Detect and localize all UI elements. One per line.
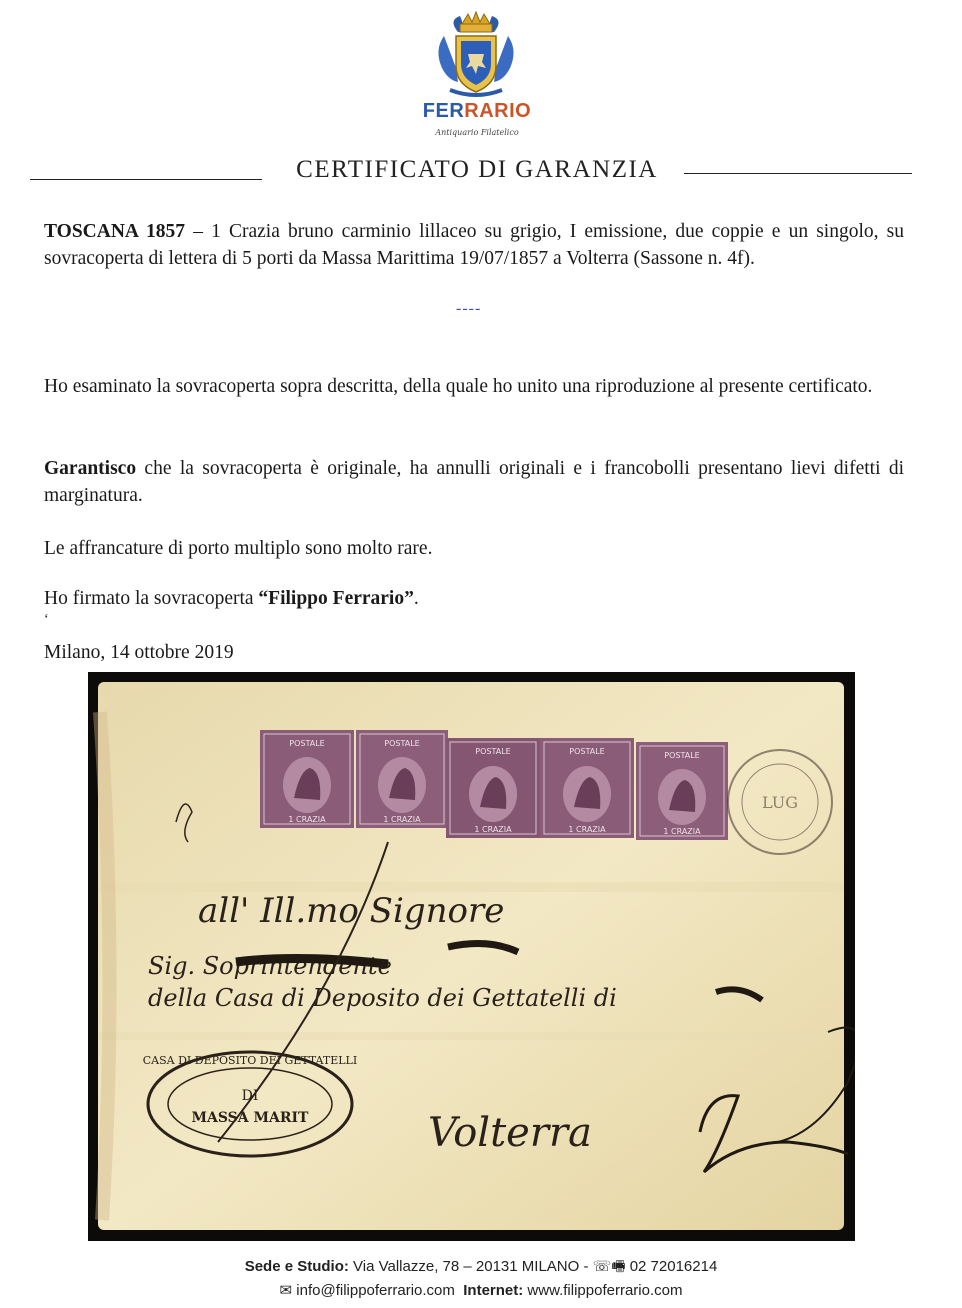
oval-line-3: MASSA MARIT [191,1110,309,1126]
stamp-value: 1 CRAZIA [288,815,326,824]
place-date: Milano, 14 ottobre 2019 [44,642,234,663]
title-rule-right [684,173,912,174]
stamp [636,742,728,840]
envelope-icon: ✉ [279,1282,293,1299]
title-rule-left [30,179,262,180]
item-title: TOSCANA 1857 [44,221,186,242]
stamp-strip [260,730,728,840]
separator: ---- [456,300,482,317]
tick-mark: ʻ [44,612,49,627]
oval-line-2: DI [241,1088,259,1104]
stamp-header: POSTALE [569,747,605,756]
stamp-value: 1 CRAZIA [383,815,421,824]
website-link[interactable]: www.filippoferrario.com [523,1282,683,1299]
stamp [446,738,540,838]
stamp [540,738,634,838]
stamp-value: 1 CRAZIA [568,825,606,834]
address-line-2: Sig. Soprintendente [148,952,392,980]
guarantee-text: che la sovracoperta è originale, ha annulli originali e i francobolli presentano lievi difetti di marginatura. [44,458,904,506]
guarantee-paragraph [44,456,904,509]
brand-name: FERRARIO [422,100,532,122]
cover-photo [88,672,855,1241]
stamp [260,730,354,828]
item-description [44,219,904,272]
address-city: Volterra [428,1110,592,1156]
crest-logo [428,10,524,100]
certificate-title: CERTIFICATO DI GARANZIA [296,156,658,183]
cds-month: LUG [761,793,799,812]
studio-address: Via Vallazze, 78 – 20131 MILANO - ☏🖷 02 72016214 [348,1258,718,1275]
stamp-value: 1 CRAZIA [663,827,701,836]
rarity-paragraph: Le affrancature di porto multiplo sono molto rare. [44,538,433,559]
brand-tagline: Antiquario Filatelico [435,128,519,137]
item-text: – 1 Crazia bruno carminio lillaceo su grigio, I emissione, due coppie e un singolo, su sovracoperta di lettera di 5 porti da Massa Marittima 19/07/1857 a Volterra (Sassone n. 4f). [44,221,904,269]
footer-address [0,1256,962,1281]
studio-label: Sede e Studio: [244,1258,349,1275]
address-line-1: all' Ill.mo Signore [198,891,505,931]
oval-line-1: CASA DI DEPOSITO DEI GETTATELLI [142,1054,358,1067]
stamp-value: 1 CRAZIA [474,825,512,834]
internet-label: Internet: [463,1282,524,1299]
examined-paragraph: Ho esaminato la sovracoperta sopra descritta, della quale ho unito una riproduzione al presente certificato. [44,376,873,397]
signer-name: “Filippo Ferrario” [258,588,414,609]
email-link[interactable]: info@filippoferrario.com [292,1282,455,1299]
signature-paragraph: Ho firmato la sovracoperta “Filippo Ferrario”. [44,588,419,609]
footer-contacts [0,1281,962,1299]
stamp-header: POSTALE [664,751,700,760]
stamp [356,730,448,828]
stamp-header: POSTALE [475,747,511,756]
stamp-header: POSTALE [384,739,420,748]
guarantee-bold: Garantisco [44,458,137,479]
address-line-3: della Casa di Deposito dei Gettatelli di [148,984,617,1012]
stamp-header: POSTALE [289,739,325,748]
